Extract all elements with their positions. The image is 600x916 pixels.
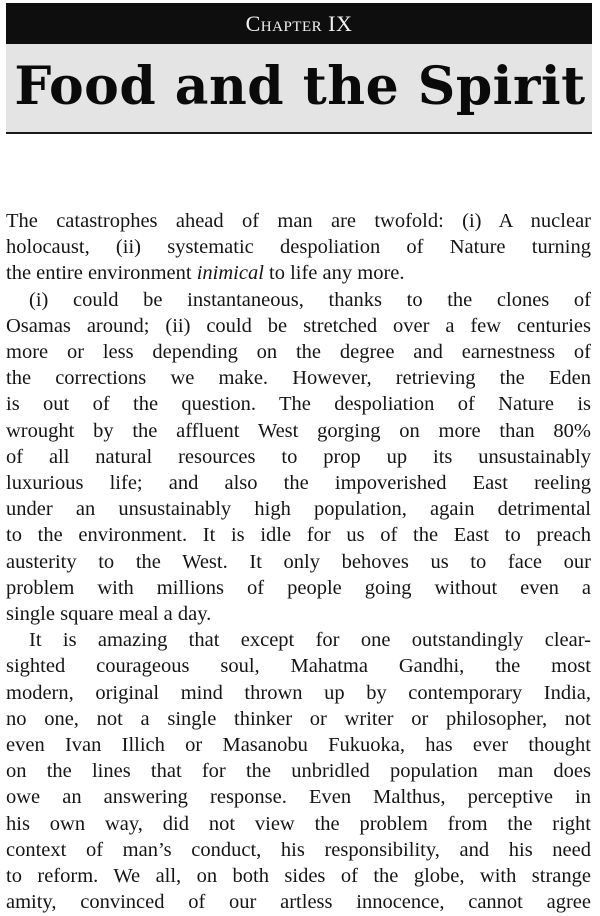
text-line <box>6 418 591 444</box>
text-line <box>6 784 591 810</box>
line-text: wrought by the affluent West gorging on more than 80% <box>6 419 591 442</box>
line-text: owe an answering response. Even Malthus, perceptive in <box>6 786 591 809</box>
line-text: single square meal a day. <box>6 603 212 626</box>
text-line <box>6 758 591 784</box>
text-line <box>6 208 591 234</box>
text-line <box>6 287 591 313</box>
line-text: is out of the question. The despoliation of Nature is <box>6 393 591 416</box>
text-line <box>6 549 591 575</box>
chapter-label: Chapter IX <box>245 11 353 36</box>
line-text: Osamas around; (ii) could be stretched over a few centuries <box>6 314 591 337</box>
text-line <box>6 811 591 837</box>
text-line <box>6 706 591 732</box>
line-text: holocaust, (ii) systematic despoliation of Nature turning <box>6 236 591 259</box>
text-line <box>6 653 591 679</box>
line-text: modern, original mind thrown up by contemporary India, <box>6 681 591 704</box>
text-line <box>6 391 591 417</box>
line-text: to the environment. It is idle for us of the East to preach <box>6 524 591 547</box>
line-text: no one, not a single thinker or writer or philosopher, not <box>6 707 591 730</box>
chapter-title: Food and the Spirit <box>14 56 586 117</box>
emphasized-word: inimical <box>196 262 264 285</box>
chapter-heading-bar <box>6 3 592 44</box>
line-text: more or less depending on the degree and earnestness of <box>6 341 591 364</box>
line-text: to reform. We all, on both sides of the globe, with strange <box>6 865 591 888</box>
line-text: under an unsustainably high population, again detrimental <box>6 498 591 521</box>
line-text: of all natural resources to prop up its unsustainably <box>6 445 591 468</box>
text-line <box>6 234 591 260</box>
text-line <box>6 444 591 470</box>
line-text: his own way, did not view the problem from the right <box>6 812 591 835</box>
line-text: context of man’s conduct, his responsibility, and his need <box>6 838 591 861</box>
line-text: It is amazing that except for one outstandingly clear- <box>29 629 591 652</box>
line-text: The catastrophes ahead of man are twofold: (i) A nuclear <box>6 210 591 232</box>
text-line <box>6 470 591 496</box>
text-line <box>6 313 591 339</box>
text-line <box>6 575 591 601</box>
line-text: (i) could be instantaneous, thanks to the clones of <box>29 288 591 311</box>
line-text: problem with millions of people going without even a <box>6 576 591 599</box>
line-text: austerity to the West. It only behoves us to face our <box>6 550 591 573</box>
text-line <box>6 627 591 653</box>
line-text: the entire environment <box>6 262 197 285</box>
text-line <box>6 863 591 889</box>
text-line <box>6 601 591 627</box>
text-line <box>6 339 591 365</box>
text-line <box>6 496 591 522</box>
text-line <box>6 680 591 706</box>
line-text: even Ivan Illich or Masanobu Fukuoka, has ever thought <box>6 734 591 757</box>
text-line <box>6 365 591 391</box>
body-text <box>6 208 591 915</box>
text-line <box>6 260 591 286</box>
line-text: on the lines that for the unbridled population man does <box>6 760 591 783</box>
line-text: sighted courageous soul, Mahatma Gandhi, the most <box>6 655 591 678</box>
line-text: the corrections we make. However, retrieving the Eden <box>6 367 591 390</box>
line-text: luxurious life; and also the impoverished East reeling <box>6 472 591 495</box>
line-text: amity, convinced of our artless innocence, cannot agree <box>6 891 591 914</box>
line-text: to life any more. <box>263 262 405 285</box>
text-line <box>6 837 591 863</box>
text-line <box>6 889 591 915</box>
text-line <box>6 522 591 548</box>
text-line <box>6 732 591 758</box>
